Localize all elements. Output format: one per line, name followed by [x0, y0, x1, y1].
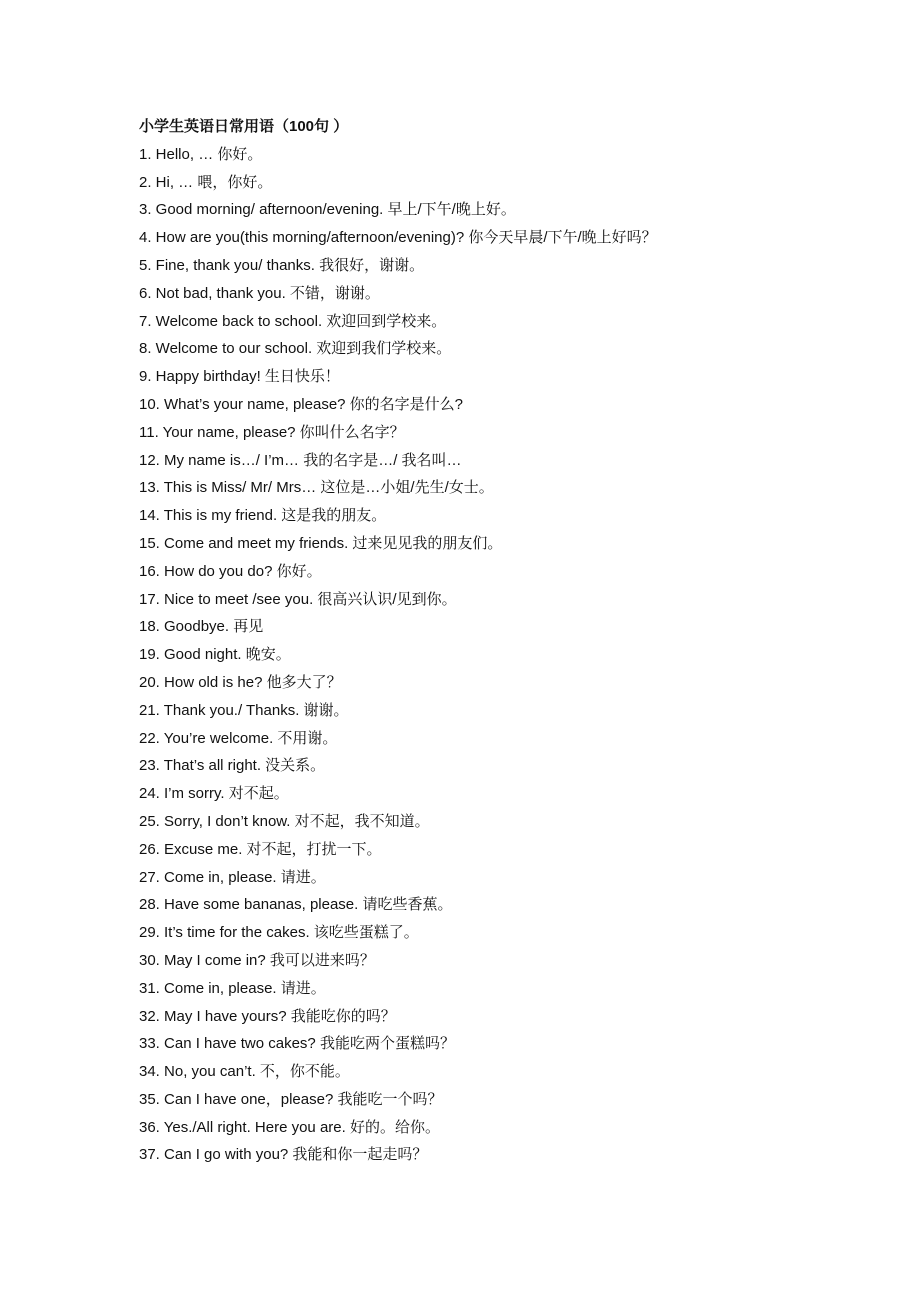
- phrase-item: 23. That’s all right. 没关系。: [139, 757, 326, 775]
- phrase-item: 33. Can I have two cakes? 我能吃两个蛋糕吗？: [139, 1035, 455, 1053]
- phrase-item: 7. Welcome back to school. 欢迎回到学校来。: [139, 312, 447, 330]
- phrase-item: 29. It’s time for the cakes. 该吃些蛋糕了。: [139, 924, 419, 942]
- phrase-item: 32. May I have yours? 我能吃你的吗？: [139, 1007, 396, 1025]
- phrase-item: 6. Not bad, thank you. 不错，谢谢。: [139, 284, 380, 302]
- phrase-item: 18. Goodbye. 再见: [139, 618, 264, 636]
- phrase-item: 25. Sorry, I don’t know. 对不起，我不知道。: [139, 812, 430, 830]
- phrase-item: 14. This is my friend. 这是我的朋友。: [139, 507, 387, 525]
- phrase-item: 22. You’re welcome. 不用谢。: [139, 729, 338, 747]
- phrase-item: 8. Welcome to our school. 欢迎到我们学校来。: [139, 340, 452, 358]
- phrase-item: 27. Come in, please. 请进。: [139, 868, 326, 886]
- phrase-item: 31. Come in, please. 请进。: [139, 979, 326, 997]
- phrase-item: 36. Yes./All right. Here you are. 好的。给你。: [139, 1118, 440, 1136]
- phrase-list: [139, 141, 839, 1169]
- phrase-item: 9. Happy birthday! 生日快乐！: [139, 368, 340, 386]
- phrase-item: 3. Good morning/ afternoon/evening. 早上/下午/晚上好。: [139, 201, 516, 219]
- document-title: 小学生英语日常用语（100句 ）: [139, 118, 349, 135]
- phrase-item: 11. Your name, please? 你叫什么名字？: [139, 423, 405, 441]
- phrase-item: 12. My name is…/ I’m… 我的名字是…/ 我名叫…: [139, 451, 462, 469]
- phrase-item: 35. Can I have one，please? 我能吃一个吗？: [139, 1090, 443, 1108]
- phrase-item: 4. How are you(this morning/afternoon/evening)? 你今天早晨/下午/晚上好吗？: [139, 229, 657, 247]
- document-content: [139, 113, 839, 1169]
- phrase-item: 20. How old is he? 他多大了？: [139, 673, 342, 691]
- phrase-item: 5. Fine, thank you/ thanks. 我很好，谢谢。: [139, 256, 425, 274]
- phrase-item: 28. Have some bananas, please. 请吃些香蕉。: [139, 896, 453, 914]
- phrase-item: 34. No, you can’t. 不，你不能。: [139, 1063, 350, 1081]
- phrase-item: 1. Hello, … 你好。: [139, 145, 263, 163]
- phrase-item: 10. What’s your name, please? 你的名字是什么?: [139, 395, 464, 413]
- phrase-item: 15. Come and meet my friends. 过来见见我的朋友们。: [139, 534, 503, 552]
- phrase-item: 37. Can I go with you? 我能和你一起走吗？: [139, 1146, 428, 1164]
- phrase-item: 13. This is Miss/ Mr/ Mrs… 这位是…小姐/先生/女士。: [139, 479, 494, 497]
- phrase-item: 24. I’m sorry. 对不起。: [139, 785, 289, 803]
- phrase-item: 16. How do you do? 你好。: [139, 562, 322, 580]
- phrase-item: 21. Thank you./ Thanks. 谢谢。: [139, 701, 349, 719]
- phrase-item: 17. Nice to meet /see you. 很高兴认识/见到你。: [139, 590, 457, 608]
- phrase-item: 30. May I come in? 我可以进来吗？: [139, 951, 375, 969]
- phrase-item: 26. Excuse me. 对不起，打扰一下。: [139, 840, 382, 858]
- phrase-item: 2. Hi, … 喂，你好。: [139, 173, 273, 191]
- phrase-item: 19. Good night. 晚安。: [139, 646, 291, 664]
